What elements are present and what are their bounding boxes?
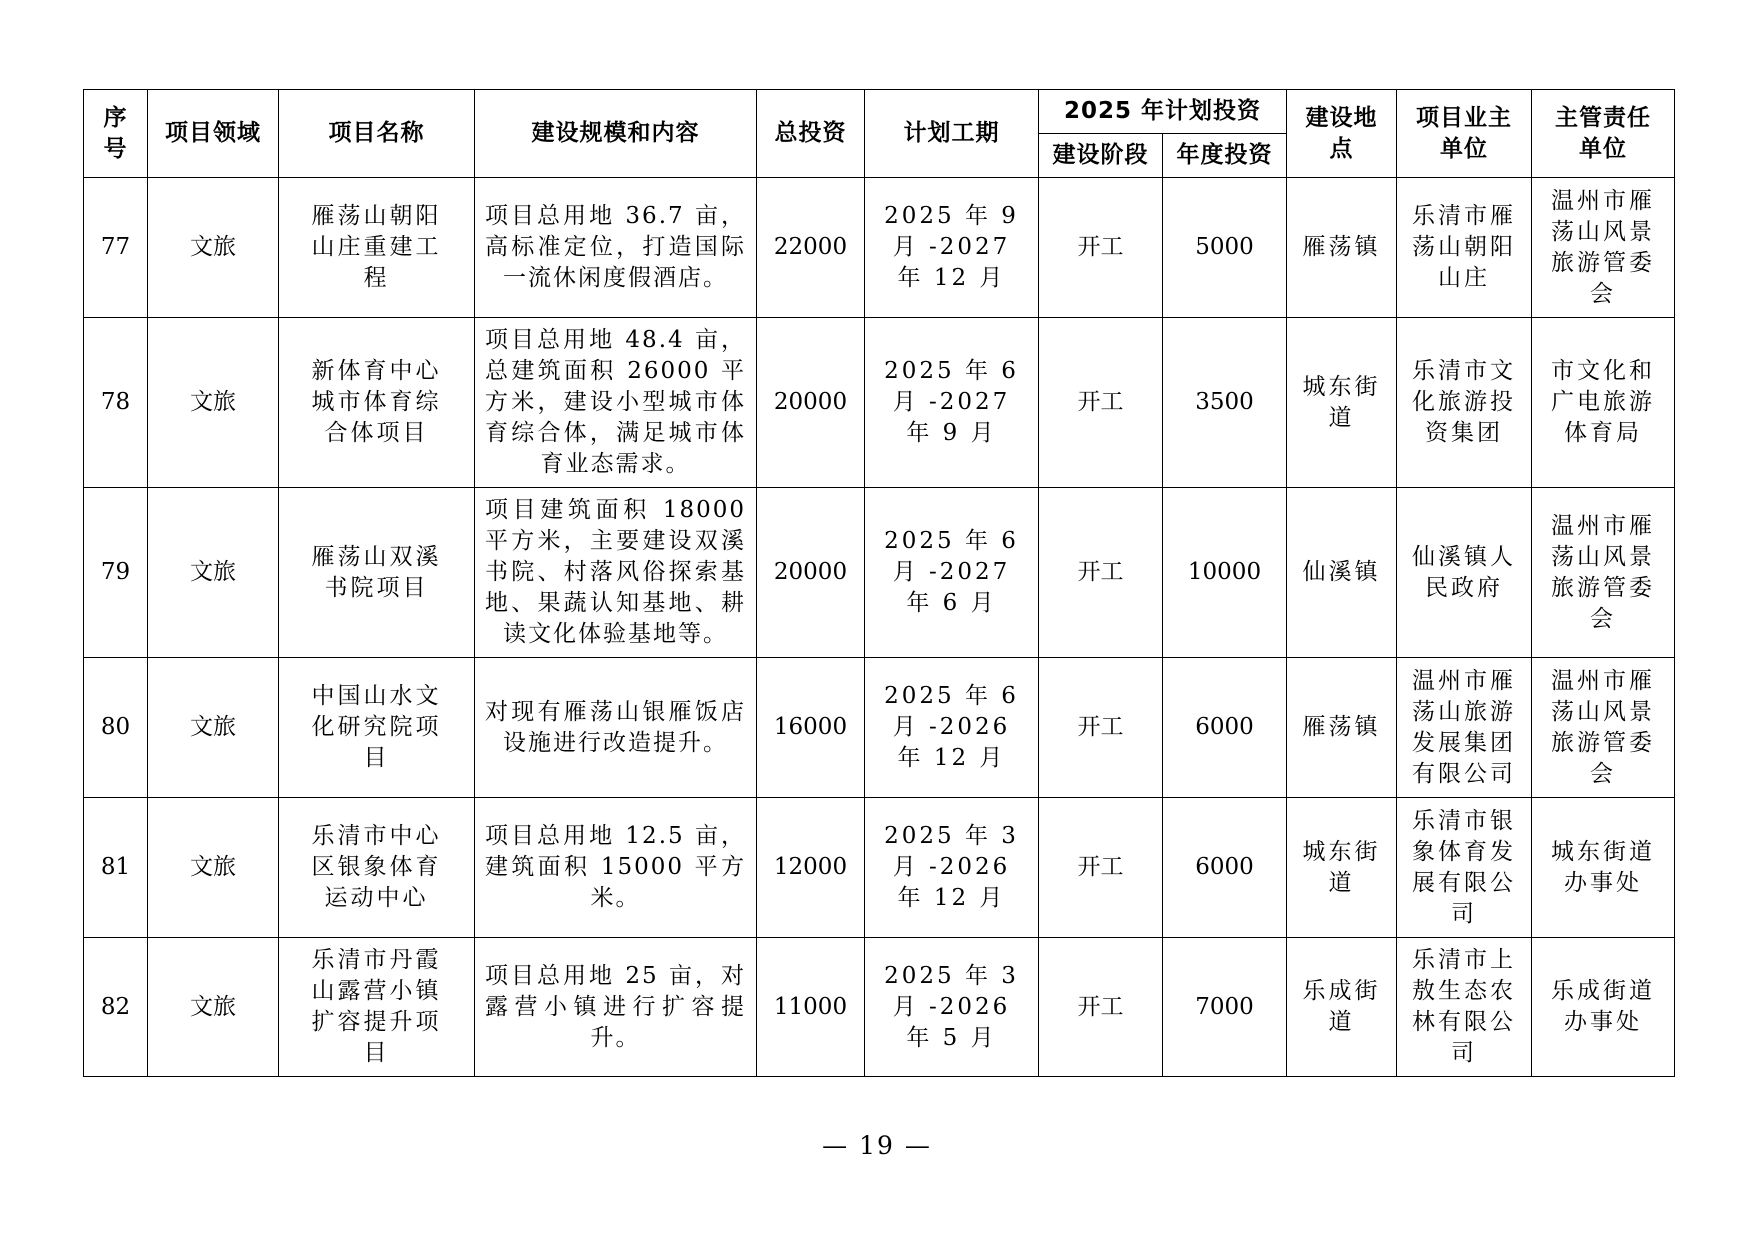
row-owner: 乐清市文化旅游投资集团 (1397, 318, 1532, 488)
header-row-1 (84, 90, 1675, 134)
row-total: 20000 (757, 488, 865, 658)
row-location: 仙溪镇 (1287, 488, 1397, 658)
row-period: 2025 年 6 月 -2027 年 9 月 (865, 318, 1039, 488)
header-supervisor: 主管责任单位 (1532, 90, 1675, 178)
row-supervisor: 温州市雁荡山风景旅游管委会 (1532, 658, 1675, 798)
header-stage: 建设阶段 (1039, 134, 1163, 178)
row-owner: 乐清市雁荡山朝阳山庄 (1397, 178, 1532, 318)
row-period: 2025 年 6 月 -2027 年 6 月 (865, 488, 1039, 658)
row-annual: 3500 (1163, 318, 1287, 488)
row-annual: 7000 (1163, 938, 1287, 1077)
row-annual: 5000 (1163, 178, 1287, 318)
table-row (84, 658, 1675, 798)
row-location: 雁荡镇 (1287, 178, 1397, 318)
row-location: 城东街道 (1287, 798, 1397, 938)
header-seq: 序号 (84, 90, 148, 178)
row-name: 雁荡山朝阳山庄重建工程 (279, 178, 475, 318)
row-field: 文旅 (148, 938, 279, 1077)
row-seq: 78 (84, 318, 148, 488)
row-stage: 开工 (1039, 658, 1163, 798)
table-row (84, 798, 1675, 938)
row-owner: 乐清市银象体育发展有限公司 (1397, 798, 1532, 938)
header-field: 项目领域 (148, 90, 279, 178)
row-period: 2025 年 3 月 -2026 年 5 月 (865, 938, 1039, 1077)
row-scale: 对现有雁荡山银雁饭店设施进行改造提升。 (475, 658, 757, 798)
header-location: 建设地点 (1287, 90, 1397, 178)
row-field: 文旅 (148, 318, 279, 488)
row-owner: 仙溪镇人民政府 (1397, 488, 1532, 658)
row-supervisor: 乐成街道办事处 (1532, 938, 1675, 1077)
row-total: 12000 (757, 798, 865, 938)
row-field: 文旅 (148, 488, 279, 658)
row-field: 文旅 (148, 178, 279, 318)
row-total: 11000 (757, 938, 865, 1077)
header-name: 项目名称 (279, 90, 475, 178)
row-location: 雁荡镇 (1287, 658, 1397, 798)
row-period: 2025 年 6 月 -2026 年 12 月 (865, 658, 1039, 798)
table-row (84, 488, 1675, 658)
row-total: 20000 (757, 318, 865, 488)
row-scale: 项目总用地 25 亩，对露营小镇进行扩容提升。 (475, 938, 757, 1077)
row-scale: 项目总用地 48.4 亩，总建筑面积 26000 平方米，建设小型城市体育综合体，满足城市体育业态需求。 (475, 318, 757, 488)
row-seq: 81 (84, 798, 148, 938)
table-row (84, 318, 1675, 488)
row-location: 乐成街道 (1287, 938, 1397, 1077)
row-stage: 开工 (1039, 798, 1163, 938)
row-stage: 开工 (1039, 318, 1163, 488)
row-owner: 乐清市上敖生态农林有限公司 (1397, 938, 1532, 1077)
row-name: 乐清市中心区银象体育运动中心 (279, 798, 475, 938)
row-owner: 温州市雁荡山旅游发展集团有限公司 (1397, 658, 1532, 798)
row-scale: 项目总用地 36.7 亩，高标准定位，打造国际一流休闲度假酒店。 (475, 178, 757, 318)
row-seq: 82 (84, 938, 148, 1077)
table-row (84, 938, 1675, 1077)
row-name: 新体育中心城市体育综合体项目 (279, 318, 475, 488)
table-row (84, 178, 1675, 318)
row-scale: 项目建筑面积 18000 平方米，主要建设双溪书院、村落风俗探索基地、果蔬认知基地、耕读文化体验基地等。 (475, 488, 757, 658)
header-total: 总投资 (757, 90, 865, 178)
page-number: — 19 — (822, 1131, 932, 1160)
row-name: 乐清市丹霞山露营小镇扩容提升项目 (279, 938, 475, 1077)
row-stage: 开工 (1039, 938, 1163, 1077)
header-period: 计划工期 (865, 90, 1039, 178)
row-period: 2025 年 9 月 -2027 年 12 月 (865, 178, 1039, 318)
row-annual: 6000 (1163, 798, 1287, 938)
header-scale: 建设规模和内容 (475, 90, 757, 178)
row-name: 雁荡山双溪书院项目 (279, 488, 475, 658)
row-field: 文旅 (148, 658, 279, 798)
row-annual: 10000 (1163, 488, 1287, 658)
row-total: 22000 (757, 178, 865, 318)
row-seq: 77 (84, 178, 148, 318)
row-stage: 开工 (1039, 178, 1163, 318)
row-supervisor: 温州市雁荡山风景旅游管委会 (1532, 488, 1675, 658)
project-table (83, 89, 1675, 1077)
row-total: 16000 (757, 658, 865, 798)
row-seq: 80 (84, 658, 148, 798)
row-name: 中国山水文化研究院项目 (279, 658, 475, 798)
row-supervisor: 市文化和广电旅游体育局 (1532, 318, 1675, 488)
header-plan-2025: 2025 年计划投资 (1039, 90, 1287, 134)
row-supervisor: 城东街道办事处 (1532, 798, 1675, 938)
row-annual: 6000 (1163, 658, 1287, 798)
row-location: 城东街道 (1287, 318, 1397, 488)
header-annual: 年度投资 (1163, 134, 1287, 178)
row-field: 文旅 (148, 798, 279, 938)
row-stage: 开工 (1039, 488, 1163, 658)
row-scale: 项目总用地 12.5 亩，建筑面积 15000 平方米。 (475, 798, 757, 938)
row-period: 2025 年 3 月 -2026 年 12 月 (865, 798, 1039, 938)
row-supervisor: 温州市雁荡山风景旅游管委会 (1532, 178, 1675, 318)
row-seq: 79 (84, 488, 148, 658)
header-owner: 项目业主单位 (1397, 90, 1532, 178)
